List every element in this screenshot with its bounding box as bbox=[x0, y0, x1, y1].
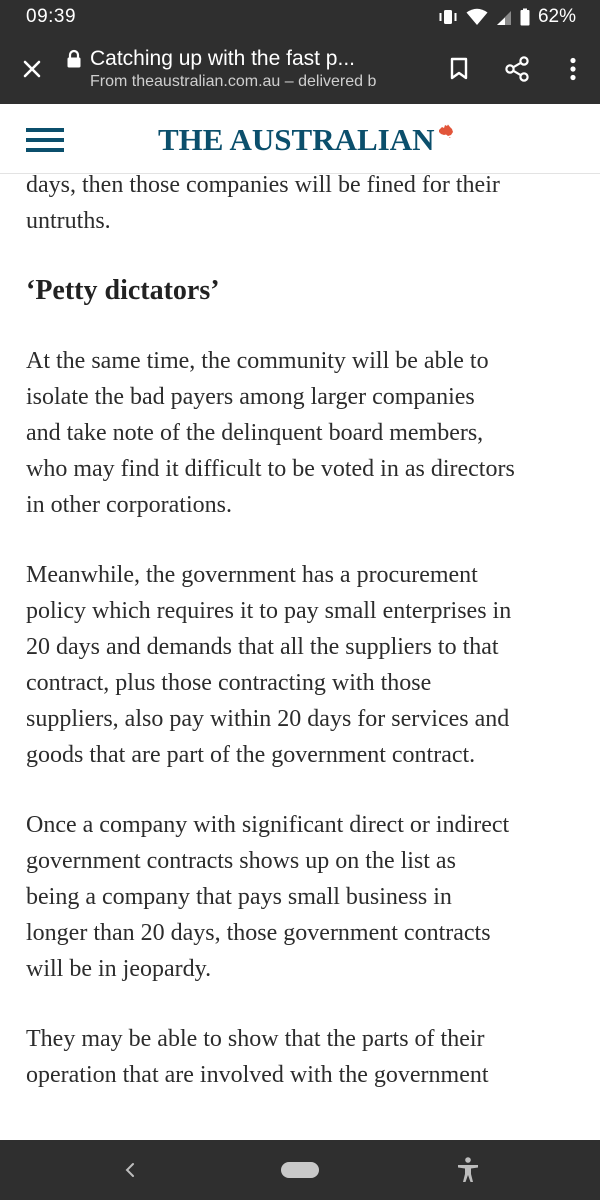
system-nav-bar bbox=[0, 1140, 600, 1200]
share-icon bbox=[504, 56, 530, 82]
text-line: isolate the bad payers among larger companies bbox=[26, 384, 475, 410]
text-line: in other corporations. bbox=[26, 492, 232, 518]
signal-icon bbox=[496, 8, 512, 26]
bookmark-icon bbox=[449, 57, 469, 81]
text-line: goods that are part of the government contract. bbox=[26, 742, 476, 768]
text-line: At the same time, the community will be able to bbox=[26, 348, 489, 374]
text-line: contract, plus those contracting with those bbox=[26, 670, 432, 696]
bookmark-button[interactable] bbox=[430, 34, 488, 104]
battery-icon bbox=[520, 8, 530, 26]
wifi-icon bbox=[466, 8, 488, 26]
vibrate-icon bbox=[438, 8, 458, 26]
status-icons bbox=[438, 6, 576, 28]
article-body bbox=[0, 175, 600, 1140]
text-line: Meanwhile, the government has a procurement bbox=[26, 562, 478, 588]
more-vert-icon bbox=[569, 57, 577, 81]
text-line: policy which requires it to pay small enterprises in bbox=[26, 598, 512, 624]
more-options-button[interactable] bbox=[546, 34, 600, 104]
text-line: operation that are involved with the government bbox=[26, 1062, 489, 1088]
lock-icon bbox=[66, 49, 82, 69]
page-url: From theaustralian.com.au – delivered b bbox=[90, 73, 377, 90]
text-line: Once a company with significant direct or indirect bbox=[26, 812, 510, 838]
paragraph-partial bbox=[26, 175, 578, 239]
text-line: and take note of the delinquent board members, bbox=[26, 420, 484, 446]
close-button[interactable] bbox=[0, 34, 64, 104]
article-subheading: ‘Petty dictators’ bbox=[26, 275, 220, 306]
site-logo[interactable] bbox=[158, 122, 454, 158]
share-button[interactable] bbox=[488, 34, 546, 104]
battery-percent: 62% bbox=[537, 6, 576, 27]
text-line: untruths. bbox=[26, 208, 111, 234]
text-line: will be in jeopardy. bbox=[26, 956, 212, 982]
logo-text: THE AUSTRALIAN bbox=[158, 122, 435, 157]
text-line: being a company that pays small business in bbox=[26, 884, 452, 910]
paragraph bbox=[26, 343, 578, 523]
accessibility-icon bbox=[455, 1156, 481, 1184]
home-pill[interactable] bbox=[281, 1162, 319, 1178]
text-line: They may be able to show that the parts of their bbox=[26, 1026, 485, 1052]
site-header bbox=[0, 104, 600, 174]
text-line: government contracts shows up on the list as bbox=[26, 848, 456, 874]
status-bar bbox=[0, 0, 600, 34]
text-line: suppliers, also pay within 20 days for services and bbox=[26, 706, 510, 732]
browser-toolbar bbox=[0, 34, 600, 104]
paragraph bbox=[26, 807, 578, 987]
page-info[interactable] bbox=[64, 47, 430, 91]
page-title: Catching up with the fast p... bbox=[90, 47, 355, 70]
hamburger-menu-icon[interactable] bbox=[26, 128, 66, 152]
close-icon bbox=[22, 59, 42, 79]
back-icon bbox=[118, 1158, 142, 1182]
text-line: longer than 20 days, those government contracts bbox=[26, 920, 491, 946]
paragraph bbox=[26, 1021, 578, 1093]
status-time: 09:39 bbox=[26, 6, 77, 27]
text-line: days, then those companies will be fined for their bbox=[26, 175, 500, 198]
australia-map-icon bbox=[438, 124, 454, 138]
back-button[interactable] bbox=[118, 1158, 142, 1187]
accessibility-button[interactable] bbox=[455, 1156, 481, 1189]
text-line: who may find it difficult to be voted in as directors bbox=[26, 456, 515, 482]
paragraph bbox=[26, 557, 578, 773]
text-line: 20 days and demands that all the suppliers to that bbox=[26, 634, 499, 660]
